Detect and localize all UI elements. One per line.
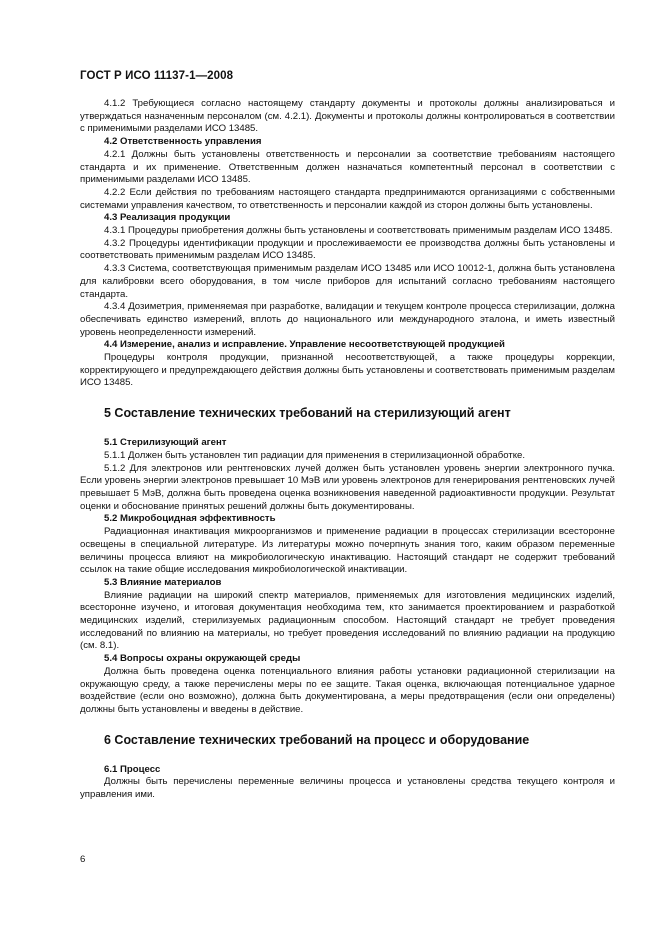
page-number: 6	[80, 854, 86, 865]
paragraph-4-4: Процедуры контроля продукции, признанной несоответствующей, а также процедуры коррекции, корректирующего и предупреждающего действия должны быть установлены и соответствовать применимым разделам ИСО 13485.	[80, 352, 615, 389]
paragraph-4-2-2: 4.2.2 Если действия по требованиям настоящего стандарта предпринимаются организациями с собственными системами управления качеством, то ответственность и персоналии каждой из сторон должны быть установлены.	[80, 186, 615, 211]
paragraph-4-3-1: 4.3.1 Процедуры приобретения должны быть установлены и соответствовать применимым разделам ИСО 13485.	[104, 225, 613, 237]
document-page	[80, 70, 615, 802]
heading-5-4: 5.4 Вопросы охраны окружающей среды	[104, 653, 301, 665]
heading-6-1: 6.1 Процесс	[104, 763, 161, 775]
paragraph-4-3-4: 4.3.4 Дозиметрия, применяемая при разработке, валидации и текущем контроле процесса стерилизации, должна обеспечивать единство измерений, вплоть до национального или международного эталона, и иметь известный уровень неопределенности измерений.	[80, 301, 615, 338]
paragraph-5-3: Влияние радиации на широкий спектр материалов, применяемых для изготовления медицинских изделий, всесторонне изучено, и итоговая документация необходима тем, кто занимается проектированием и разработкой медицинских изделий, стерилизуемых радиационным способом. Настоящий стандарт не требует проведения исследований по влиянию на материалы, но требует проведения исследований по влиянию радиации на продукцию (см. 8.1).	[80, 589, 615, 652]
paragraph-4-1-2: 4.1.2 Требующиеся согласно настоящему стандарту документы и протоколы должны анализироваться и утверждаться назначенным персоналом (см. 4.2.1). Документы и протоколы должны контролироваться в соответствии с применимыми разделами ИСО 13485.	[80, 98, 615, 135]
paragraph-4-3-2: 4.3.2 Процедуры идентификации продукции и прослеживаемости ее производства должны быть установлены и соответствовать применимым разделам ИСО 13485.	[80, 237, 615, 262]
heading-4-4: 4.4 Измерение, анализ и исправление. Управление несоответствующей продукцией	[104, 339, 505, 351]
paragraph-5-1-1: 5.1.1 Должен быть установлен тип радиации для применения в стерилизационной обработке.	[104, 449, 526, 461]
heading-5-3: 5.3 Влияние материалов	[104, 576, 222, 588]
heading-4-3: 4.3 Реализация продукции	[104, 212, 231, 224]
section-5-title: 5 Составление технических требований на стерилизующий агент	[104, 406, 511, 421]
document-header: ГОСТ Р ИСО 11137-1—2008	[80, 70, 234, 82]
paragraph-4-3-3: 4.3.3 Система, соответствующая применимым разделам ИСО 13485 или ИСО 10012-1, должна быть установлена для калибровки всего оборудования, в том числе приборов для испытаний согласно требованиям настоящего стандарта.	[80, 263, 615, 300]
heading-5-1: 5.1 Стерилизующий агент	[104, 437, 227, 449]
heading-4-2: 4.2 Ответственность управления	[104, 136, 262, 148]
paragraph-5-2: Радиационная инактивация микроорганизмов и применение радиации в процессах стерилизации всесторонне освещены в специальной литературе. Из литературы можно почерпнуть знания того, каким образом переменные величины процесса влияют на микробиологическую инактивацию. Настоящий стандарт не содержит требований ссылок на такие общие исследования микробиологической инактивации.	[80, 526, 615, 576]
heading-5-2: 5.2 Микробоцидная эффективность	[104, 513, 276, 525]
paragraph-4-2-1: 4.2.1 Должны быть установлены ответственность и персоналии за соответствие требованиям настоящего стандарта и их применение. Ответственным должен назначаться компетентный персонал в соответствии с применимыми разделами ИСО 13485.	[80, 148, 615, 186]
paragraph-5-1-2: 5.1.2 Для электронов или рентгеновских лучей должен быть установлен уровень энергии электронного пучка. Если уровень энергии электронов превышает 10 МэВ или уровень электронов для генерирования рентгеновских лучей превышает 5 МэВ, должна быть проведена оценка возникновения наведенной радиоактивности продукции. Результат оценки и обоснование принятых решений должны быть документированы.	[80, 462, 615, 512]
paragraph-5-4: Должна быть проведена оценка потенциального влияния работы установки радиационной стерилизации на окружающую среду, а также перечислены меры по ее защите. Такая оценка, включающая потенциальное ударное воздействие (если оно возможно), должна быть документирована, а меры предотвращения (если они определены) должны быть установлены и введены в действие.	[80, 665, 615, 715]
paragraph-6-1: Должны быть перечислены переменные величины процесса и установлены средства текущего контроля и управления ими.	[80, 776, 615, 801]
section-6-title: 6 Составление технических требований на процесс и оборудование	[104, 732, 530, 747]
